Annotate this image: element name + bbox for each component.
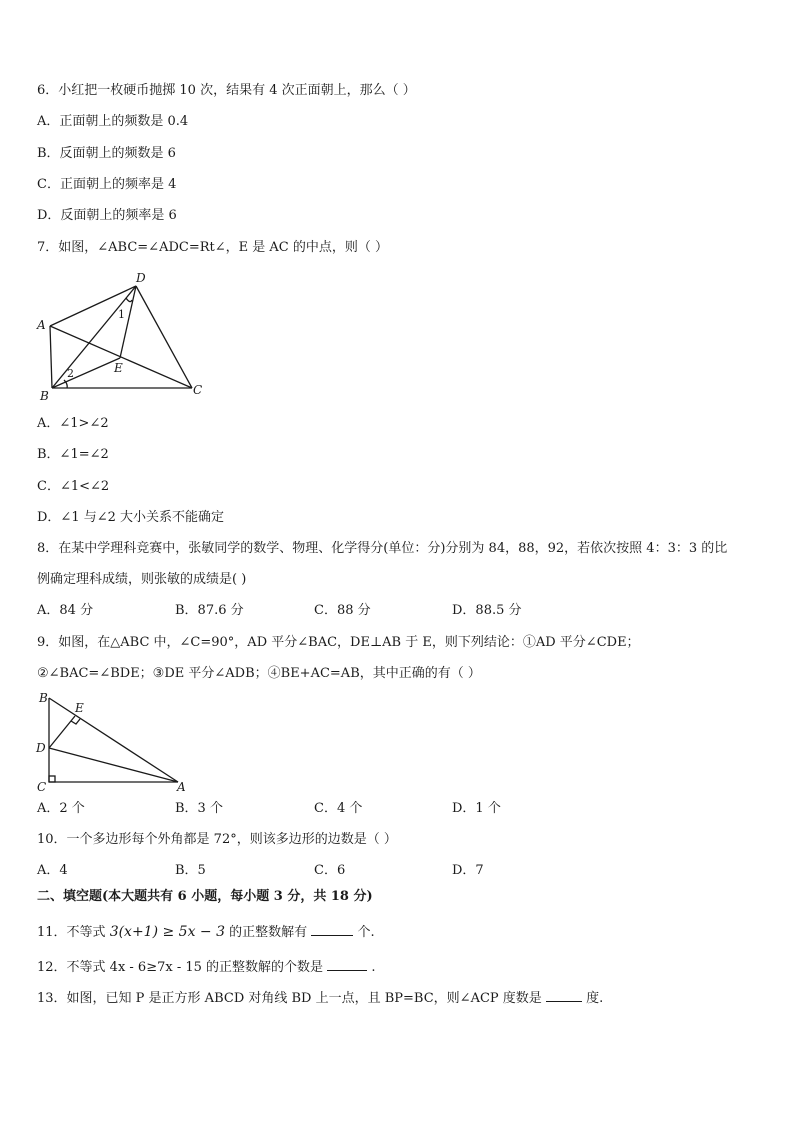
q6-stem: 6．小红把一枚硬币抛掷 10 次，结果有 4 次正面朝上，那么（ ） [37,83,416,98]
q11-middle: 的正整数解有 [229,925,308,940]
q7-option-c: C．∠1<∠2 [37,479,110,494]
q9-segment-ba [49,698,178,782]
q9-segment-de [49,716,75,748]
q8-option-b: B．87.6 分 [175,603,244,618]
q10-option-a: A．4 [37,863,68,878]
q9-segment-da [49,748,178,782]
q9-stem-line2: ②∠BAC=∠BDE；③DE 平分∠ADB；④BE+AC=AB，其中正确的有（ ） [37,666,481,681]
q9-right-angle-c [49,776,55,782]
q7-option-a: A．∠1>∠2 [37,416,109,431]
q9-stem-line1: 9．如图，在△ABC 中，∠C=90°，AD 平分∠BAC，DE⊥AB 于 E，则下列结论：①AD 平分∠CDE； [37,635,640,650]
q10-option-d: D．7 [452,863,484,878]
q7-label-angle-2: 2 [67,367,74,380]
q11-inequality: 3(x+1) ≥ 5x − 3 [109,924,226,940]
q9-label-c: C [37,780,47,794]
q7-segment-be [52,358,120,388]
q9-figure [30,688,200,796]
q8-stem-line1: 8．在某中学理科竞赛中，张敏同学的数学、物理、化学得分(单位：分)分别为 84，88，92，若依次按照 4：3：3 的比 [37,541,728,556]
q7-label-angle-1: 1 [118,308,125,321]
q7-segment-dc [136,286,192,388]
q13-answer-blank[interactable] [546,987,582,1002]
q11-prefix: 11．不等式 [37,925,106,940]
q6-option-b: B．反面朝上的频数是 6 [37,146,176,161]
q12-suffix: . [371,960,376,975]
q8-stem-line2: 例确定理科成绩，则张敏的成绩是( ) [37,572,247,587]
q7-segment-ed [120,286,136,358]
q13-line [37,987,603,1008]
q7-label-c: C [193,383,203,397]
q7-label-d: D [136,271,146,285]
q9-option-a: A．2 个 [37,801,85,816]
q11-suffix: 个. [357,925,375,940]
q9-option-b: B．3 个 [175,801,223,816]
q7-label-b: B [40,389,49,403]
q12-prefix: 12．不等式 4x - 6≥7x - 15 的正整数解的个数是 [37,960,324,975]
q9-label-d: D [36,741,46,755]
q7-figure [30,268,210,404]
q8-option-c: C．88 分 [314,603,371,618]
q6-option-d: D．反面朝上的频率是 6 [37,208,177,223]
q11-line [37,921,375,942]
q8-option-a: A．84 分 [37,603,94,618]
q13-prefix: 13．如图，已知 P 是正方形 ABCD 对角线 BD 上一点，且 BP=BC，则∠ACP 度数是 [37,991,542,1006]
section-heading-fill-in: 二、填空题(本大题共有 6 小题，每小题 3 分，共 18 分) [37,889,373,904]
q6-option-a: A．正面朝上的频数是 0.4 [37,114,189,129]
q12-answer-blank[interactable] [327,956,367,971]
q7-segment-bd [52,286,136,388]
q11-answer-blank[interactable] [311,921,353,936]
q7-segment-ab [50,326,52,388]
q9-label-e: E [75,701,84,715]
q7-stem: 7．如图，∠ABC=∠ADC=Rt∠，E 是 AC 的中点，则（ ） [37,240,388,255]
q7-label-e: E [114,361,123,375]
q10-option-b: B．5 [175,863,206,878]
q6-option-c: C．正面朝上的频率是 4 [37,177,177,192]
q7-label-a: A [37,318,46,332]
q10-option-c: C．6 [314,863,346,878]
q10-stem: 10．一个多边形每个外角都是 72°，则该多边形的边数是（ ） [37,832,397,847]
q9-option-c: C．4 个 [314,801,363,816]
q8-option-d: D．88.5 分 [452,603,522,618]
q7-option-b: B．∠1=∠2 [37,447,109,462]
q9-option-d: D．1 个 [452,801,501,816]
q7-option-d: D．∠1 与∠2 大小关系不能确定 [37,510,225,525]
q13-suffix: 度. [586,991,604,1006]
q9-label-b: B [39,691,48,705]
q7-angle-1-arc [126,298,132,302]
q9-label-a: A [177,780,186,794]
q12-line [37,956,375,977]
